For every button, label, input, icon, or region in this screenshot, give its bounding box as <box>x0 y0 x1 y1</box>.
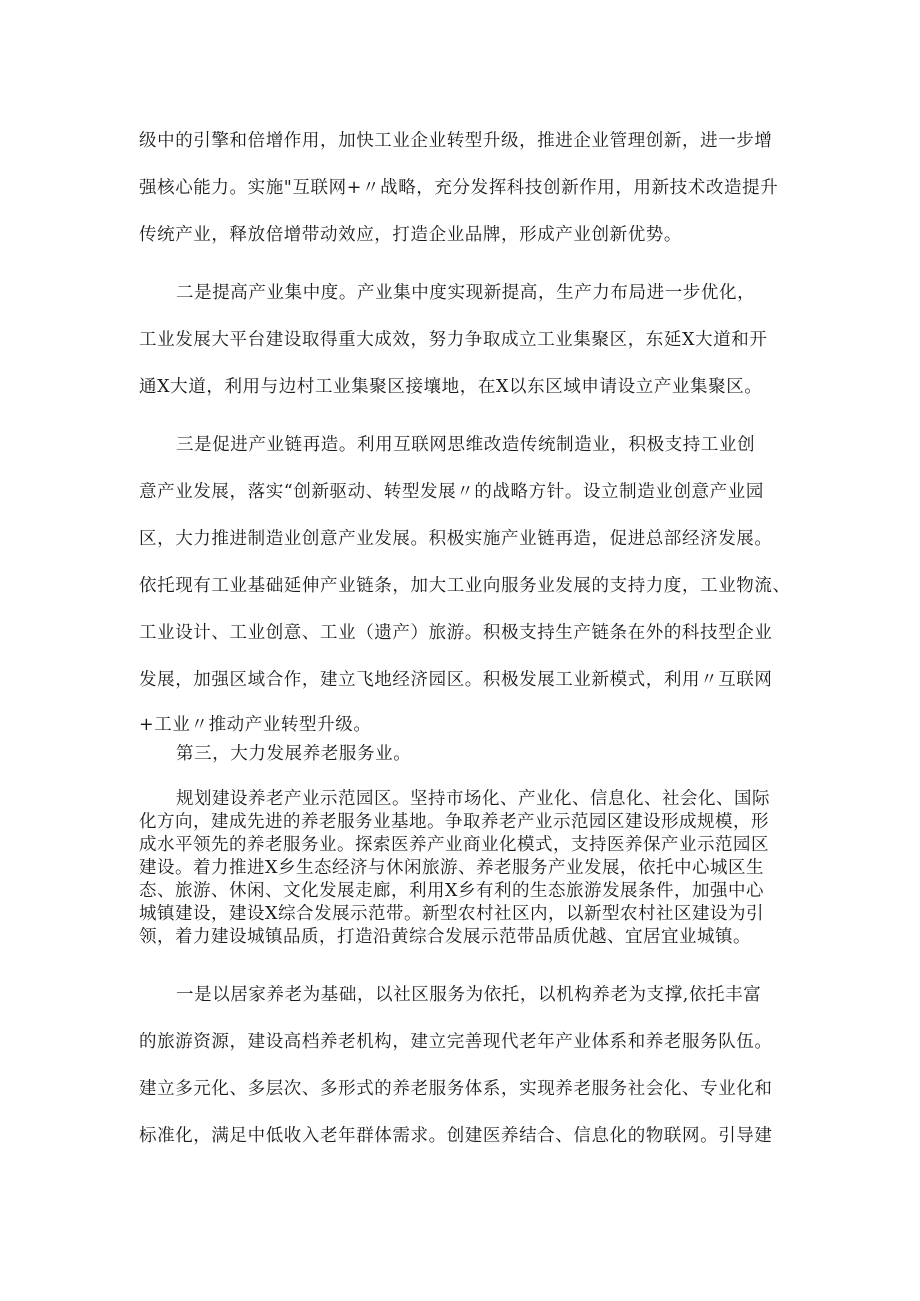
section-heading: 第三，大力发展养老服务业。 <box>176 744 412 764</box>
text-line: 发展，加强区域合作，建立飞地经济园区。积极发展工业新模式，利用〃互联网 <box>139 670 773 690</box>
text-line: 工业发展大平台建设取得重大成效，努力争取成立工业集聚区，东延X大道和开 <box>139 330 768 350</box>
text-line: 规划建设养老产业示范园区。坚持市场化、产业化、信息化、社会化、国际 <box>176 789 770 809</box>
text-line: 领，着力建设城镇品质，打造沿黄综合发展示范带品质优越、宜居宜业城镇。 <box>139 927 751 947</box>
text-line: 态、旅游、休闲、文化发展走廊，利用X乡有利的生态旅游发展条件，加强中心 <box>139 881 764 901</box>
text-line: 依托现有工业基础延伸产业链条，加大工业向服务业发展的支持力度，工业物流、 <box>139 576 791 596</box>
text-line: 的旅游资源，建设高档养老机构，建立完善现代老年产业体系和养老服务队伍。 <box>139 1032 773 1052</box>
text-line: 三是促进产业链再造。利用互联网思维改造传统制造业，积极支持工业创 <box>176 435 756 455</box>
text-line: 化方向，建成先进的养老服务业基地。争取养老产业示范园区建设形成规模，形 <box>139 812 769 832</box>
text-line: 工业设计、工业创意、工业（遗产）旅游。积极支持生产链条在外的科技型企业 <box>139 623 773 643</box>
text-line: 标准化，满足中低收入老年群体需求。创建医养结合、信息化的物联网。引导建 <box>139 1126 773 1146</box>
text-line: 建设。着力推进X乡生态经济与休闲旅游、养老服务产业发展，依托中心城区生 <box>139 858 764 878</box>
text-line: 成水平领先的养老服务业。探索医养产业商业化模式，支持医养保产业示范园区 <box>139 835 769 855</box>
text-line: 二是提高产业集中度。产业集中度实现新提高，生产力布局进一步优化， <box>176 283 756 303</box>
text-line: 级中的引擎和倍增作用，加快工业企业转型升级，推进企业管理创新，进一步增 <box>139 131 773 151</box>
text-line: 通X大道，利用与边村工业集聚区接壤地，在X以东区域申请设立产业集聚区。 <box>139 377 763 397</box>
text-line: 传统产业，释放倍增带动效应，打造企业品牌，形成产业创新优势。 <box>139 225 682 245</box>
text-line: 强核心能力。实施"互联网+〃战略，充分发挥科技创新作用，用新技术改造提升 <box>139 178 779 198</box>
text-line: 城镇建设，建设X综合发展示范带。新型农村社区内，以新型农村社区建设为引 <box>139 904 764 924</box>
text-line: +工业〃推动产业转型升级。 <box>139 715 372 735</box>
text-line: 一是以居家养老为基础，以社区服务为依托，以机构养老为支撑,依托丰富 <box>176 985 762 1005</box>
text-line: 意产业发展，落实“创新驱动、转型发展〃的战略方针。设立制造业创意产业园 <box>139 482 764 502</box>
text-line: 区，大力推进制造业创意产业发展。积极实施产业链再造，促进总部经济发展。 <box>139 529 773 549</box>
text-line: 建立多元化、多层次、多形式的养老服务体系，实现养老服务社会化、专业化和 <box>139 1079 773 1099</box>
